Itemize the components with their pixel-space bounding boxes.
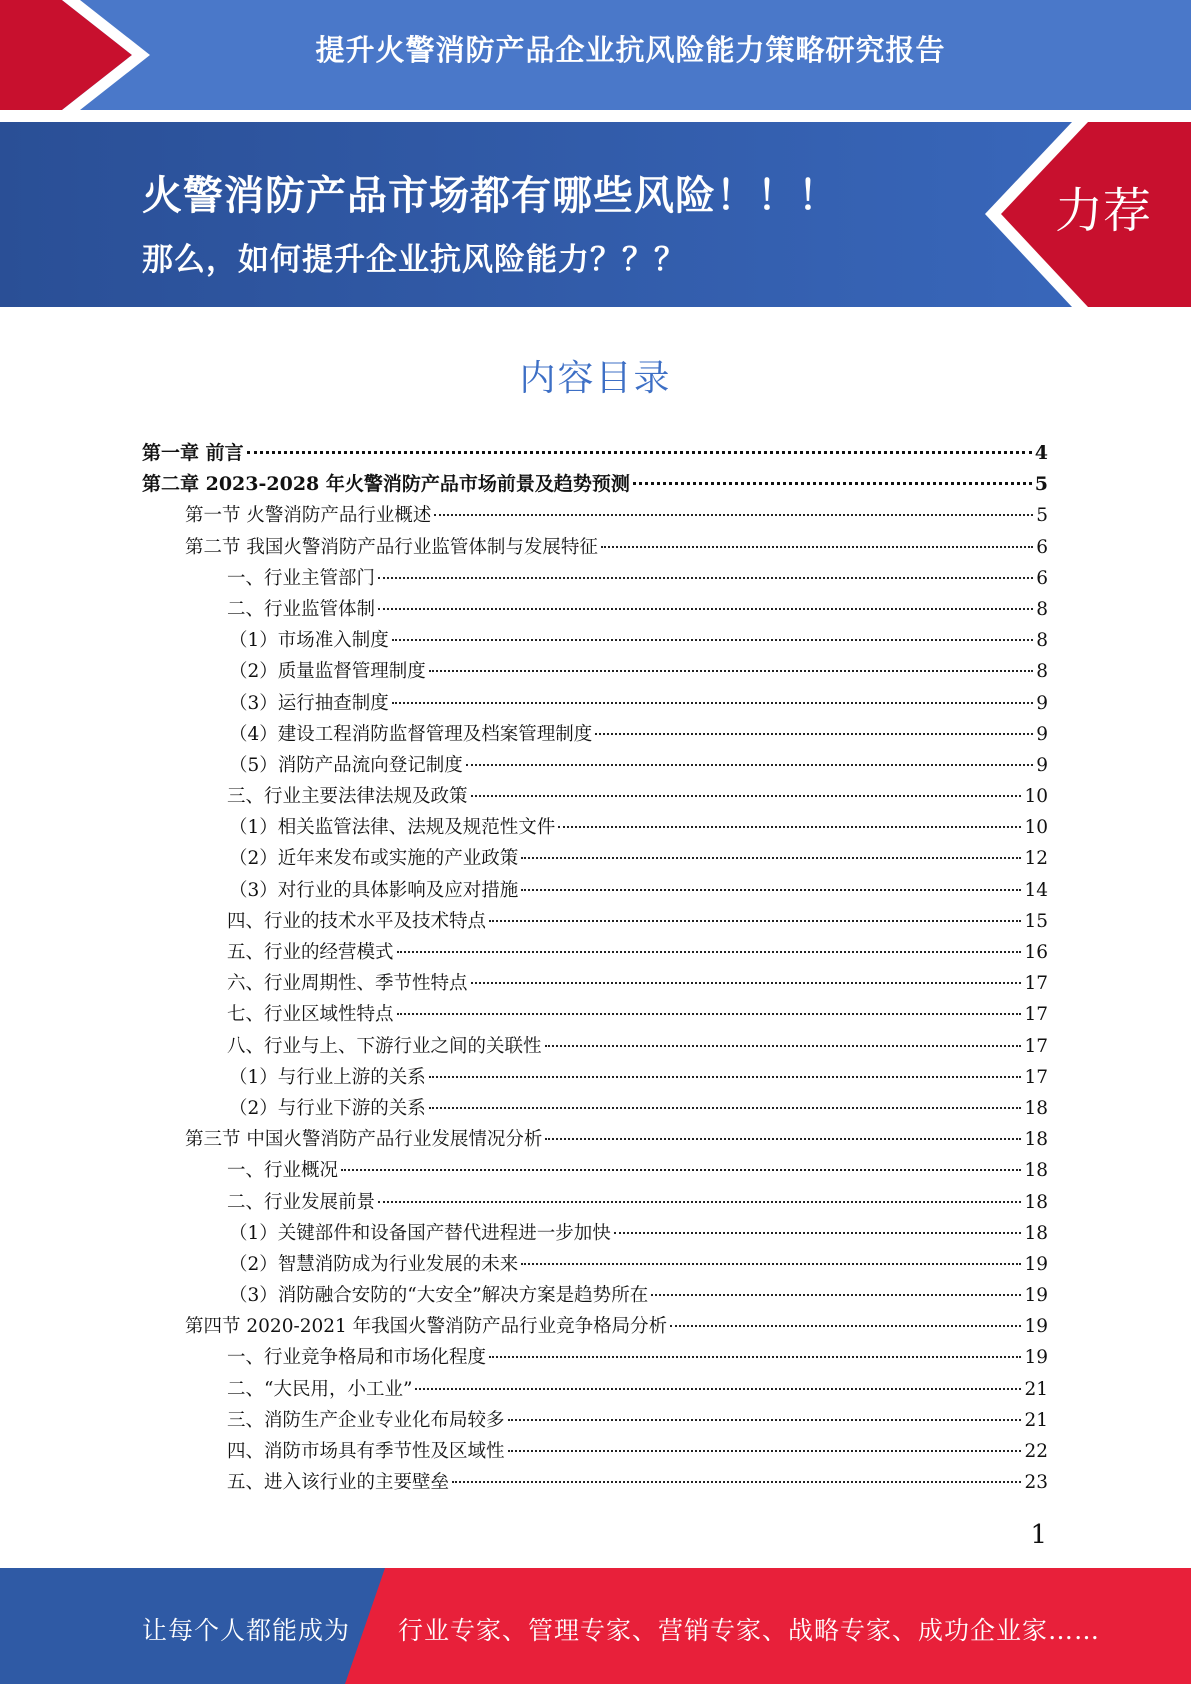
dot-leader — [471, 795, 1022, 797]
toc-entry[interactable] — [142, 1031, 1048, 1062]
toc-entry-page: 17 — [1024, 1004, 1048, 1026]
toc-entry-label: 三、行业主要法律法规及政策 — [227, 786, 468, 808]
toc-entry-label: 七、行业区域性特点 — [227, 1004, 394, 1026]
toc-entry-page: 12 — [1024, 848, 1048, 870]
toc-entry-label: 三、消防生产企业专业化布局较多 — [227, 1409, 505, 1431]
toc-entry[interactable] — [142, 750, 1048, 781]
toc-entry[interactable] — [142, 1405, 1048, 1436]
toc-entry[interactable] — [142, 594, 1048, 625]
toc-entry[interactable] — [142, 812, 1048, 843]
toc-entry[interactable] — [142, 688, 1048, 719]
toc-entry-label: 八、行业与上、下游行业之间的关联性 — [227, 1035, 542, 1057]
toc-entry-page: 6 — [1036, 567, 1048, 589]
toc-entry[interactable] — [142, 1218, 1048, 1249]
toc-entry[interactable] — [142, 875, 1048, 906]
dot-leader — [489, 1356, 1021, 1358]
toc-entry-page: 10 — [1024, 817, 1048, 839]
toc-entry[interactable] — [142, 906, 1048, 937]
toc-entry-page: 19 — [1024, 1285, 1048, 1307]
dot-leader — [521, 889, 1021, 891]
toc-entry-label: 第一章 前言 — [142, 442, 244, 464]
dot-leader — [247, 451, 1032, 454]
toc-entry[interactable] — [142, 1342, 1048, 1373]
dot-leader — [508, 1419, 1022, 1421]
toc-entry-page: 4 — [1034, 442, 1048, 464]
toc-entry[interactable] — [142, 625, 1048, 656]
dot-leader — [429, 1076, 1022, 1078]
toc-entry-label: （1）市场准入制度 — [229, 630, 389, 652]
toc-entry-page: 18 — [1024, 1129, 1048, 1151]
dot-leader — [378, 608, 1033, 610]
toc-entry[interactable] — [142, 656, 1048, 687]
toc-entry[interactable] — [142, 1187, 1048, 1218]
top-banner — [0, 0, 1191, 110]
toc-entry-page: 6 — [1036, 536, 1048, 558]
toc-entry[interactable] — [142, 438, 1048, 469]
hero-headline: 火警消防产品市场都有哪些风险！！！ — [142, 173, 839, 219]
toc-entry[interactable] — [142, 1311, 1048, 1342]
toc-entry[interactable] — [142, 1249, 1048, 1280]
toc-entry-label: 一、行业概况 — [227, 1160, 339, 1182]
dot-leader — [651, 1294, 1021, 1296]
toc-entry-page: 9 — [1036, 692, 1048, 714]
toc-entry-label: 五、行业的经营模式 — [227, 942, 394, 963]
dot-leader — [392, 702, 1033, 704]
red-chevron-decoration — [0, 0, 150, 110]
toc-entry[interactable] — [142, 469, 1048, 500]
table-of-contents — [142, 438, 1048, 1498]
dot-leader — [397, 951, 1022, 953]
hero-banner — [0, 122, 1191, 307]
toc-entry-label: （3）对行业的具体影响及应对措施 — [229, 879, 519, 901]
recommend-badge: 力荐 — [1055, 183, 1152, 239]
dot-leader — [378, 1201, 1021, 1203]
dot-leader — [392, 639, 1033, 641]
toc-entry-label: （1）相关监管法律、法规及规范性文件 — [229, 817, 556, 839]
toc-entry-page: 9 — [1036, 723, 1048, 745]
toc-entry-label: 第四节 2020-2021 年我国火警消防产品行业竞争格局分析 — [185, 1316, 668, 1338]
dot-leader — [434, 514, 1033, 516]
toc-entry-page: 19 — [1024, 1316, 1048, 1338]
toc-entry[interactable] — [142, 1374, 1048, 1405]
toc-entry-label: （5）消防产品流向登记制度 — [229, 754, 463, 776]
toc-entry[interactable] — [142, 968, 1048, 999]
toc-entry[interactable] — [142, 1155, 1048, 1186]
footer-slogan-right: 行业专家、管理专家、营销专家、战略专家、成功企业家…… — [398, 1616, 1101, 1645]
toc-title: 内容目录 — [519, 358, 672, 399]
footer-banner — [0, 1568, 1191, 1684]
toc-entry[interactable] — [142, 719, 1048, 750]
dot-leader — [429, 670, 1033, 672]
toc-entry-page: 22 — [1024, 1441, 1048, 1462]
dot-leader — [471, 982, 1022, 984]
toc-entry-page: 23 — [1024, 1472, 1048, 1494]
toc-entry-label: 一、行业主管部门 — [227, 567, 376, 589]
toc-entry[interactable] — [142, 1280, 1048, 1311]
dot-leader — [633, 482, 1032, 485]
toc-entry-page: 8 — [1036, 598, 1048, 620]
toc-entry-label: 四、消防市场具有季节性及区域性 — [227, 1441, 505, 1462]
dot-leader — [489, 920, 1021, 922]
toc-entry-label: 第三节 中国火警消防产品行业发展情况分析 — [185, 1129, 543, 1151]
toc-entry[interactable] — [142, 1093, 1048, 1124]
toc-entry[interactable] — [142, 1467, 1048, 1498]
toc-entry-label: 二、“大民用，小工业” — [227, 1378, 413, 1400]
toc-entry-page: 10 — [1024, 786, 1048, 808]
toc-entry-page: 17 — [1024, 1035, 1048, 1057]
toc-entry-page: 5 — [1034, 473, 1048, 496]
dot-leader — [429, 1107, 1022, 1109]
toc-entry-page: 21 — [1024, 1378, 1048, 1400]
dot-leader — [670, 1325, 1021, 1327]
dot-leader — [545, 1045, 1022, 1047]
hero-subheadline: 那么，如何提升企业抗风险能力？？？ — [142, 242, 686, 278]
toc-entry[interactable] — [142, 937, 1048, 968]
dot-leader — [521, 857, 1021, 859]
dot-leader — [397, 1013, 1022, 1015]
dot-leader — [545, 1138, 1021, 1140]
report-title: 提升火警消防产品企业抗风险能力策略研究报告 — [315, 33, 946, 67]
toc-entry-page: 9 — [1036, 754, 1048, 776]
dot-leader — [415, 1388, 1021, 1390]
dot-leader — [341, 1169, 1021, 1171]
dot-leader — [508, 1450, 1022, 1452]
dot-leader — [378, 577, 1033, 579]
toc-entry-page: 15 — [1024, 910, 1048, 932]
footer-slogan-left: 让每个人都能成为 — [142, 1616, 351, 1645]
toc-entry-label: 五、进入该行业的主要壁垒 — [227, 1472, 450, 1494]
toc-entry[interactable] — [142, 1062, 1048, 1093]
toc-entry-page: 19 — [1024, 1253, 1048, 1275]
toc-entry-label: 四、行业的技术水平及技术特点 — [227, 910, 487, 932]
toc-entry-label: 六、行业周期性、季节性特点 — [227, 973, 468, 995]
toc-entry-page: 17 — [1024, 1066, 1048, 1088]
toc-entry-label: （2）近年来发布或实施的产业政策 — [229, 848, 519, 870]
toc-entry-label: 二、行业监管体制 — [227, 598, 376, 620]
toc-entry-page: 18 — [1024, 1222, 1048, 1244]
dot-leader — [558, 826, 1021, 828]
toc-entry[interactable] — [142, 500, 1048, 531]
toc-entry-label: 第一节 火警消防产品行业概述 — [185, 505, 432, 527]
toc-entry-page: 14 — [1024, 879, 1048, 901]
toc-entry[interactable] — [142, 843, 1048, 874]
toc-entry-page: 17 — [1024, 973, 1048, 995]
toc-entry-label: （2）与行业下游的关系 — [229, 1097, 426, 1119]
toc-entry-label: （2）质量监督管理制度 — [229, 661, 426, 683]
dot-leader — [595, 733, 1033, 735]
toc-entry-label: 第二节 我国火警消防产品行业监管体制与发展特征 — [185, 536, 598, 558]
toc-entry[interactable] — [142, 532, 1048, 563]
toc-entry-label: 第二章 2023-2028 年火警消防产品市场前景及趋势预测 — [142, 473, 630, 496]
toc-entry-label: （3）运行抽查制度 — [229, 692, 389, 714]
toc-entry-label: （3）消防融合安防的“大安全”解决方案是趋势所在 — [229, 1285, 649, 1307]
dot-leader — [466, 764, 1033, 766]
toc-entry-page: 21 — [1024, 1409, 1048, 1431]
dot-leader — [614, 1232, 1022, 1234]
toc-entry-page: 5 — [1036, 505, 1048, 527]
toc-entry-label: 二、行业发展前景 — [227, 1191, 376, 1213]
toc-entry-page: 8 — [1036, 630, 1048, 652]
toc-entry-label: 一、行业竞争格局和市场化程度 — [227, 1347, 487, 1369]
toc-entry-label: （4）建设工程消防监督管理及档案管理制度 — [229, 723, 593, 745]
dot-leader — [601, 546, 1033, 548]
toc-entry-label: （2）智慧消防成为行业发展的未来 — [229, 1253, 519, 1275]
toc-entry-page: 16 — [1024, 942, 1048, 963]
toc-entry[interactable] — [142, 563, 1048, 594]
toc-entry-page: 19 — [1024, 1347, 1048, 1369]
toc-entry-page: 18 — [1024, 1097, 1048, 1119]
toc-entry-page: 18 — [1024, 1191, 1048, 1213]
page-number: 1 — [1030, 1520, 1047, 1550]
toc-entry-page: 8 — [1036, 661, 1048, 683]
toc-entry[interactable] — [142, 999, 1048, 1030]
toc-entry-page: 18 — [1024, 1160, 1048, 1182]
toc-entry-label: （1）关键部件和设备国产替代进程进一步加快 — [229, 1222, 611, 1244]
toc-entry-label: （1）与行业上游的关系 — [229, 1066, 426, 1088]
dot-leader — [452, 1481, 1021, 1483]
toc-entry[interactable] — [142, 1436, 1048, 1467]
dot-leader — [521, 1263, 1021, 1265]
toc-entry[interactable] — [142, 781, 1048, 812]
toc-entry[interactable] — [142, 1124, 1048, 1155]
